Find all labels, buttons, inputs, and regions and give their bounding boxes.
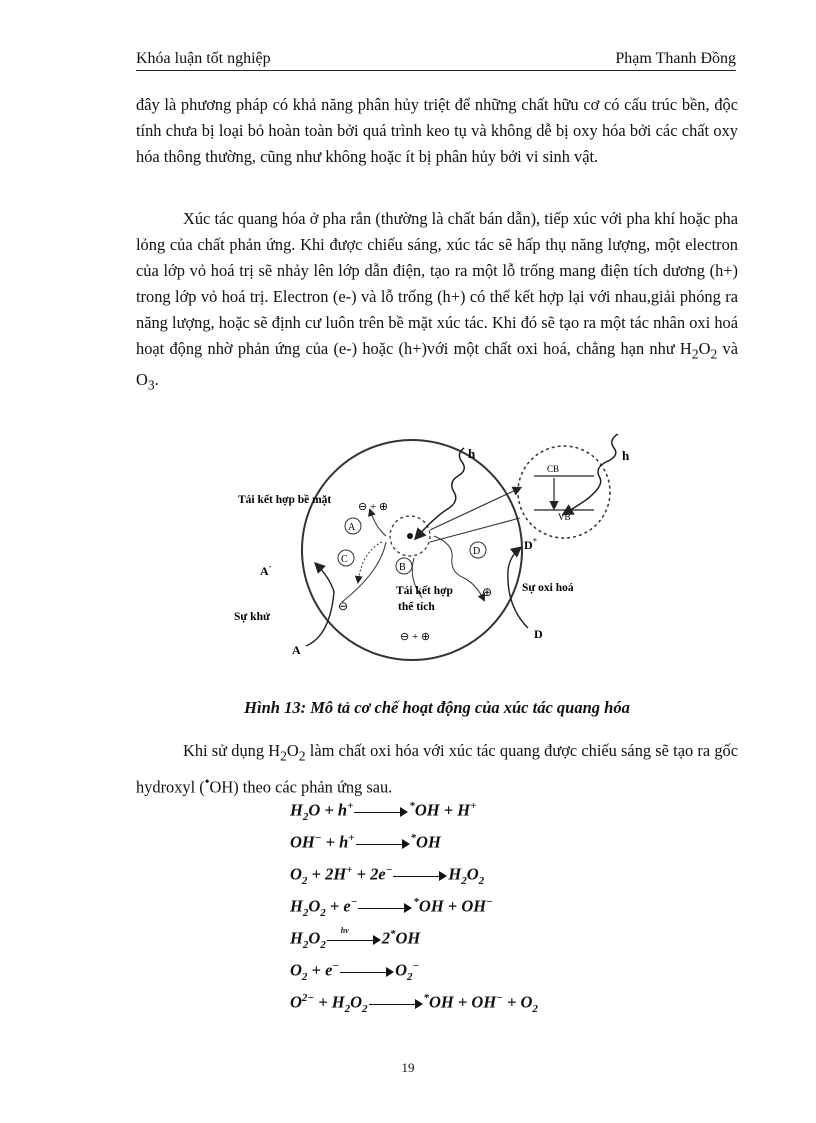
- paragraph-3: Khi sử dụng $H_2O_2$ làm chất oxi hóa với xúc tác quang được chiếu sáng sẽ tạo ra gốc hydroxyl (•OH) theo các phản ứng sau.: [136, 741, 738, 797]
- reduction-arrow: [306, 564, 334, 646]
- reaction-arrow: [393, 870, 447, 882]
- label-a-minus: A-: [260, 562, 272, 578]
- header-thesis-label: Khóa luận tốt nghiệp: [136, 50, 271, 67]
- cb-label: CB: [547, 464, 560, 474]
- equation-2: OH− + h+ *OH: [290, 832, 441, 852]
- equation-1: $H_2O + h^+$ *OH + H+: [290, 800, 477, 823]
- label-volume-recombination-2: thể tích: [398, 601, 435, 613]
- circle-label-c: C: [341, 554, 348, 565]
- reaction-arrow: [354, 806, 408, 818]
- pair-top: ⊖ + ⊕: [358, 501, 389, 513]
- reaction-arrow: hν: [327, 934, 381, 946]
- light-label-1: h: [468, 446, 476, 461]
- label-d: D: [534, 627, 543, 641]
- band-zoom-circle: [518, 446, 610, 538]
- label-oxidation: Sự oxi hoá: [522, 582, 574, 594]
- surface-hole: ⊕: [482, 585, 493, 599]
- light-ray-1: [416, 448, 464, 538]
- equation-7: $O^{2-} + H_2O_2^*OH + OH^- + O_2$: [290, 992, 538, 1015]
- circle-label-d: D: [473, 546, 481, 557]
- paragraph-1: đây là phương pháp có khả năng phân hủy triệt để những chất hữu cơ có cấu trúc bền, độc tính chưa bị loại bỏ hoàn toàn bởi quá trình keo tụ và không dễ bị oxy hóa bởi các chất oxy hóa thông thường, cũng như không hoặc ít bị phân hủy bởi vi sinh vật.: [136, 95, 738, 166]
- figure-caption: Hình 13: Mô tả cơ chế hoạt động của xúc tác quang hóa: [244, 698, 630, 717]
- paragraph-2: Xúc tác quang hóa ở pha rắn (thường là chất bán dẫn), tiếp xúc với pha khí hoặc pha lỏng của chất phản ứng. Khi được chiếu sáng, xúc tác sẽ hấp thụ năng lượng, một electron của lớp vỏ hoá trị sẽ nhảy lên lớp dẫn điện, tạo ra một lỗ trống mang điện tích dương (h+) trong lớp vỏ hoá trị. Electron (e-) và lỗ trống (h+) có thể kết hợp lại với nhau,giải phóng ra năng lượng, hoặc sẽ định cư luôn trên bề mặt xúc tác. Khi đó sẽ tạo ra một tác nhân oxi hoá hoạt động nhờ phản ứng của (e-) hoặc (h+)với một chất oxi hoá, chẳng hạn như $H_2O_2$ và $O_3$.: [136, 209, 738, 393]
- page-number: 19: [401, 1060, 415, 1075]
- label-reduction: Sự khử: [234, 611, 270, 623]
- label-surface-recombination: Tái kết hợp bề mặt: [238, 494, 332, 506]
- light-label-2: h: [622, 448, 630, 463]
- circle-label-b: B: [399, 562, 406, 573]
- equation-5: $H_2O_2$ hν 2*OH: [290, 925, 421, 951]
- surface-electron: ⊖: [338, 599, 349, 613]
- circle-label-a: A: [348, 522, 356, 533]
- equation-6: $O_2 + e^-$ $O_2^-$: [290, 960, 420, 983]
- header-author: Phạm Thanh Đồng: [615, 50, 736, 67]
- reaction-arrow: [358, 902, 412, 914]
- equation-4: $H_2O_2 + e^-$ *OH + OH−: [290, 896, 493, 919]
- reaction-arrow: [356, 838, 410, 850]
- page-header: [136, 50, 736, 71]
- label-d-plus: D+: [524, 536, 538, 552]
- photocatalysis-diagram: [216, 418, 630, 680]
- particle-circle: [302, 440, 522, 660]
- diagram-svg: [216, 418, 630, 680]
- vb-label: VB: [558, 512, 571, 522]
- label-volume-recombination-1: Tái kết hợp: [396, 585, 453, 597]
- reaction-arrow: [369, 998, 423, 1010]
- label-a: A: [292, 643, 301, 657]
- pair-bottom: ⊖ + ⊕: [400, 631, 431, 643]
- reaction-arrow: [340, 966, 394, 978]
- equation-3: $O_2 + 2H^+ + 2e^-$ $H_2O_2$: [290, 864, 485, 887]
